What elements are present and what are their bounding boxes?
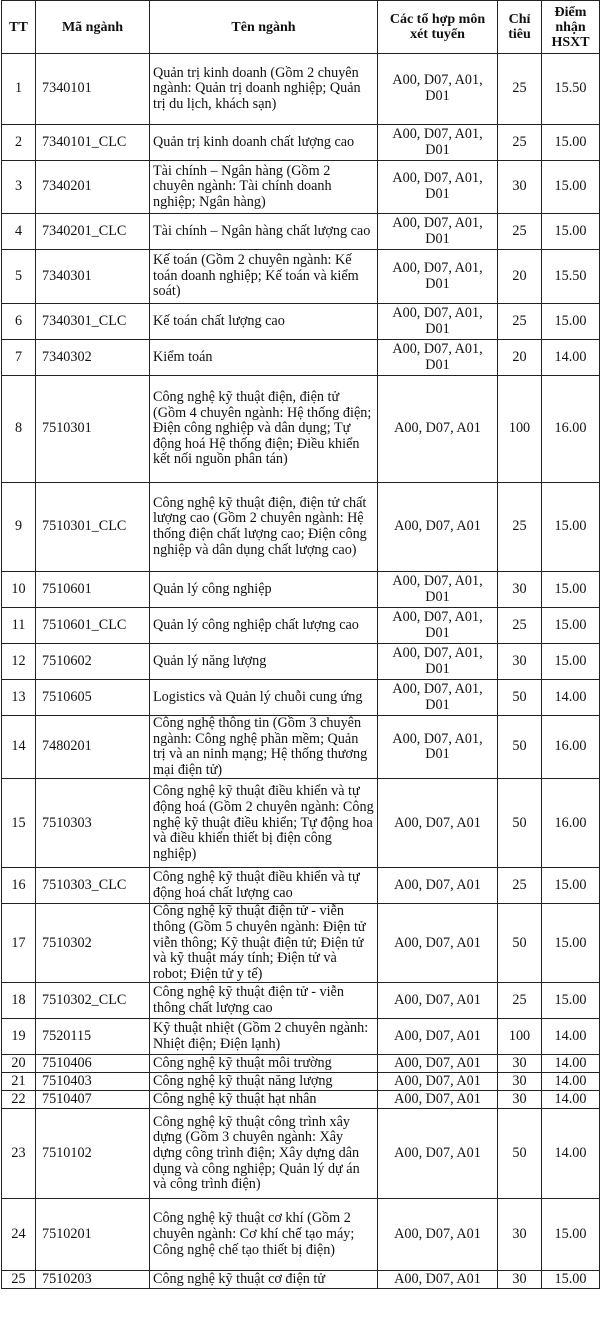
cell-code: 7510602 xyxy=(36,644,150,680)
cell-name: Quản lý công nghiệp xyxy=(150,572,378,608)
cell-tt: 4 xyxy=(2,214,36,250)
cell-quota: 100 xyxy=(498,376,542,483)
cell-name: Công nghệ kỹ thuật công trình xây dựng (Gồm 3 chuyên ngành: Xây dựng công trình điện; Xây dựng dân dụng và công nghiệp; Quản lý dự án và công trình điện) xyxy=(150,1109,378,1199)
cell-name: Công nghệ kỹ thuật điều khiển và tự động hoá chất lượng cao xyxy=(150,868,378,904)
cell-quota: 25 xyxy=(498,868,542,904)
cell-code: 7510201 xyxy=(36,1199,150,1271)
cell-score: 16.00 xyxy=(542,376,600,483)
cell-score: 15.00 xyxy=(542,983,600,1019)
cell-combo: A00, D07, A01, D01 xyxy=(378,716,498,779)
cell-quota: 50 xyxy=(498,779,542,868)
cell-name: Kế toán (Gồm 2 chuyên ngành: Kế toán doanh nghiệp; Kế toán và kiểm soát) xyxy=(150,250,378,304)
cell-name: Logistics và Quản lý chuỗi cung ứng xyxy=(150,680,378,716)
cell-quota: 25 xyxy=(498,214,542,250)
cell-score: 15.50 xyxy=(542,54,600,125)
table-row xyxy=(2,868,600,904)
cell-combo: A00, D07, A01, D01 xyxy=(378,250,498,304)
cell-code: 7510301 xyxy=(36,376,150,483)
cell-combo: A00, D07, A01, D01 xyxy=(378,161,498,214)
cell-tt: 17 xyxy=(2,904,36,983)
cell-combo: A00, D07, A01 xyxy=(378,779,498,868)
header-combo: Các tổ hợp môn xét tuyển xyxy=(378,1,498,54)
cell-tt: 7 xyxy=(2,340,36,376)
cell-combo: A00, D07, A01 xyxy=(378,904,498,983)
table-row xyxy=(2,161,600,214)
cell-score: 14.00 xyxy=(542,1055,600,1073)
cell-score: 15.00 xyxy=(542,125,600,161)
cell-combo: A00, D07, A01 xyxy=(378,483,498,572)
cell-quota: 30 xyxy=(498,1199,542,1271)
table-row xyxy=(2,304,600,340)
cell-name: Công nghệ kỹ thuật hạt nhân xyxy=(150,1091,378,1109)
cell-tt: 9 xyxy=(2,483,36,572)
cell-score: 16.00 xyxy=(542,779,600,868)
cell-score: 15.50 xyxy=(542,250,600,304)
cell-score: 15.00 xyxy=(542,572,600,608)
cell-tt: 21 xyxy=(2,1073,36,1091)
cell-combo: A00, D07, A01, D01 xyxy=(378,125,498,161)
cell-quota: 20 xyxy=(498,250,542,304)
cell-score: 14.00 xyxy=(542,1073,600,1091)
cell-quota: 30 xyxy=(498,1091,542,1109)
cell-code: 7510302_CLC xyxy=(36,983,150,1019)
table-row xyxy=(2,608,600,644)
cell-tt: 6 xyxy=(2,304,36,340)
table-row xyxy=(2,716,600,779)
table-row xyxy=(2,644,600,680)
cell-code: 7510601_CLC xyxy=(36,608,150,644)
cell-quota: 20 xyxy=(498,340,542,376)
table-row xyxy=(2,779,600,868)
table-row xyxy=(2,572,600,608)
cell-tt: 2 xyxy=(2,125,36,161)
table-row xyxy=(2,250,600,304)
cell-tt: 12 xyxy=(2,644,36,680)
cell-quota: 50 xyxy=(498,680,542,716)
cell-combo: A00, D07, A01 xyxy=(378,1091,498,1109)
header-code: Mã ngành xyxy=(36,1,150,54)
cell-score: 14.00 xyxy=(542,680,600,716)
cell-score: 15.00 xyxy=(542,304,600,340)
cell-quota: 25 xyxy=(498,608,542,644)
cell-name: Quản lý công nghiệp chất lượng cao xyxy=(150,608,378,644)
cell-code: 7510302 xyxy=(36,904,150,983)
cell-tt: 24 xyxy=(2,1199,36,1271)
cell-tt: 20 xyxy=(2,1055,36,1073)
cell-name: Kỹ thuật nhiệt (Gồm 2 chuyên ngành: Nhiệt điện; Điện lạnh) xyxy=(150,1019,378,1055)
cell-name: Công nghệ kỹ thuật điện tử - viễn thông (Gồm 5 chuyên ngành: Điện tử viễn thông; Kỹ thuật điện tử; Điện tử và kỹ thuật máy tính; Điện tử và robot; Điện tử y tế) xyxy=(150,904,378,983)
cell-score: 15.00 xyxy=(542,1271,600,1289)
cell-combo: A00, D07, A01 xyxy=(378,1199,498,1271)
cell-combo: A00, D07, A01 xyxy=(378,868,498,904)
cell-quota: 30 xyxy=(498,1271,542,1289)
cell-code: 7480201 xyxy=(36,716,150,779)
cell-tt: 18 xyxy=(2,983,36,1019)
cell-name: Quản trị kinh doanh chất lượng cao xyxy=(150,125,378,161)
cell-combo: A00, D07, A01, D01 xyxy=(378,340,498,376)
cell-name: Công nghệ kỹ thuật năng lượng xyxy=(150,1073,378,1091)
cell-code: 7510102 xyxy=(36,1109,150,1199)
cell-quota: 30 xyxy=(498,572,542,608)
cell-code: 7510605 xyxy=(36,680,150,716)
cell-code: 7510601 xyxy=(36,572,150,608)
table-body xyxy=(2,54,600,1289)
table-row xyxy=(2,125,600,161)
table-row xyxy=(2,1271,600,1289)
cell-quota: 25 xyxy=(498,54,542,125)
cell-quota: 50 xyxy=(498,1109,542,1199)
cell-tt: 1 xyxy=(2,54,36,125)
admission-scores-table xyxy=(1,0,600,1289)
table-row xyxy=(2,1109,600,1199)
cell-score: 15.00 xyxy=(542,161,600,214)
cell-code: 7520115 xyxy=(36,1019,150,1055)
cell-name: Quản trị kinh doanh (Gồm 2 chuyên ngành: Quản trị doanh nghiệp; Quản trị du lịch, khách sạn) xyxy=(150,54,378,125)
cell-quota: 100 xyxy=(498,1019,542,1055)
cell-combo: A00, D07, A01 xyxy=(378,983,498,1019)
table-row xyxy=(2,54,600,125)
table-row xyxy=(2,1055,600,1073)
cell-score: 15.00 xyxy=(542,214,600,250)
cell-tt: 3 xyxy=(2,161,36,214)
cell-name: Công nghệ kỹ thuật điều khiển và tự động hoá (Gồm 2 chuyên ngành: Công nghệ kỹ thuật điều khiển; Tự động hoa và điều khiển thiết bị điện công nghiệp) xyxy=(150,779,378,868)
cell-score: 15.00 xyxy=(542,644,600,680)
cell-name: Công nghệ kỹ thuật điện, điện tử chất lượng cao (Gồm 2 chuyên ngành: Hệ thống điện chất lượng cao; Điện công nghiệp và dân dụng chất lượng cao) xyxy=(150,483,378,572)
cell-quota: 25 xyxy=(498,125,542,161)
cell-combo: A00, D07, A01 xyxy=(378,1271,498,1289)
table-row xyxy=(2,376,600,483)
cell-score: 14.00 xyxy=(542,1109,600,1199)
cell-code: 7340301 xyxy=(36,250,150,304)
cell-quota: 50 xyxy=(498,904,542,983)
cell-code: 7340302 xyxy=(36,340,150,376)
cell-combo: A00, D07, A01 xyxy=(378,1109,498,1199)
cell-combo: A00, D07, A01, D01 xyxy=(378,54,498,125)
cell-name: Kế toán chất lượng cao xyxy=(150,304,378,340)
table-row xyxy=(2,904,600,983)
cell-name: Công nghệ kỹ thuật môi trường xyxy=(150,1055,378,1073)
header-name: Tên ngành xyxy=(150,1,378,54)
cell-tt: 13 xyxy=(2,680,36,716)
table-row xyxy=(2,1019,600,1055)
cell-score: 14.00 xyxy=(542,340,600,376)
cell-quota: 30 xyxy=(498,1073,542,1091)
cell-combo: A00, D07, A01, D01 xyxy=(378,608,498,644)
cell-name: Kiểm toán xyxy=(150,340,378,376)
cell-score: 14.00 xyxy=(542,1091,600,1109)
cell-score: 16.00 xyxy=(542,716,600,779)
cell-tt: 15 xyxy=(2,779,36,868)
cell-combo: A00, D07, A01 xyxy=(378,1055,498,1073)
cell-name: Công nghệ thông tin (Gồm 3 chuyên ngành: Công nghệ phần mềm; Quản trị và an ninh mạng; Hệ thống thương mại điện tử) xyxy=(150,716,378,779)
cell-tt: 10 xyxy=(2,572,36,608)
cell-name: Tài chính – Ngân hàng (Gồm 2 chuyên ngành: Tài chính doanh nghiệp; Ngân hàng) xyxy=(150,161,378,214)
cell-code: 7340101_CLC xyxy=(36,125,150,161)
cell-combo: A00, D07, A01, D01 xyxy=(378,214,498,250)
cell-score: 15.00 xyxy=(542,1199,600,1271)
cell-code: 7340101 xyxy=(36,54,150,125)
cell-name: Công nghệ kỹ thuật điện, điện tử (Gồm 4 chuyên ngành: Hệ thống điện; Điện công nghiệp và dân dụng; Tự động hoá Hệ thống điện; Điều khiển kết nối nguồn phân tán) xyxy=(150,376,378,483)
header-tt: TT xyxy=(2,1,36,54)
cell-code: 7510406 xyxy=(36,1055,150,1073)
cell-tt: 23 xyxy=(2,1109,36,1199)
cell-code: 7510407 xyxy=(36,1091,150,1109)
cell-code: 7340201_CLC xyxy=(36,214,150,250)
table-row xyxy=(2,483,600,572)
header-row xyxy=(2,1,600,54)
cell-combo: A00, D07, A01, D01 xyxy=(378,680,498,716)
cell-quota: 30 xyxy=(498,161,542,214)
table-row xyxy=(2,983,600,1019)
cell-score: 14.00 xyxy=(542,1019,600,1055)
cell-tt: 8 xyxy=(2,376,36,483)
cell-score: 15.00 xyxy=(542,483,600,572)
cell-tt: 22 xyxy=(2,1091,36,1109)
cell-combo: A00, D07, A01, D01 xyxy=(378,572,498,608)
cell-combo: A00, D07, A01 xyxy=(378,1073,498,1091)
table-row xyxy=(2,214,600,250)
cell-name: Công nghệ kỹ thuật cơ điện tử xyxy=(150,1271,378,1289)
cell-code: 7510203 xyxy=(36,1271,150,1289)
cell-tt: 14 xyxy=(2,716,36,779)
cell-quota: 30 xyxy=(498,644,542,680)
cell-quota: 25 xyxy=(498,983,542,1019)
cell-code: 7510403 xyxy=(36,1073,150,1091)
cell-code: 7340201 xyxy=(36,161,150,214)
cell-quota: 30 xyxy=(498,1055,542,1073)
cell-score: 15.00 xyxy=(542,608,600,644)
cell-code: 7340301_CLC xyxy=(36,304,150,340)
cell-code: 7510303_CLC xyxy=(36,868,150,904)
cell-quota: 25 xyxy=(498,483,542,572)
cell-quota: 50 xyxy=(498,716,542,779)
cell-tt: 19 xyxy=(2,1019,36,1055)
table-row xyxy=(2,340,600,376)
cell-tt: 25 xyxy=(2,1271,36,1289)
table-row xyxy=(2,1199,600,1271)
cell-score: 15.00 xyxy=(542,904,600,983)
header-score: Điểm nhận HSXT xyxy=(542,1,600,54)
cell-tt: 5 xyxy=(2,250,36,304)
cell-name: Tài chính – Ngân hàng chất lượng cao xyxy=(150,214,378,250)
cell-code: 7510303 xyxy=(36,779,150,868)
cell-name: Công nghệ kỹ thuật điện tử - viễn thông chất lượng cao xyxy=(150,983,378,1019)
cell-tt: 11 xyxy=(2,608,36,644)
cell-quota: 25 xyxy=(498,304,542,340)
cell-combo: A00, D07, A01 xyxy=(378,376,498,483)
header-quota: Chỉ tiêu xyxy=(498,1,542,54)
cell-score: 15.00 xyxy=(542,868,600,904)
cell-tt: 16 xyxy=(2,868,36,904)
cell-combo: A00, D07, A01, D01 xyxy=(378,304,498,340)
cell-combo: A00, D07, A01 xyxy=(378,1019,498,1055)
cell-name: Công nghệ kỹ thuật cơ khí (Gồm 2 chuyên ngành: Cơ khí chế tạo máy; Công nghệ chế tạo thiết bị điện) xyxy=(150,1199,378,1271)
cell-code: 7510301_CLC xyxy=(36,483,150,572)
cell-combo: A00, D07, A01, D01 xyxy=(378,644,498,680)
table-row xyxy=(2,680,600,716)
cell-name: Quản lý năng lượng xyxy=(150,644,378,680)
table-row xyxy=(2,1073,600,1091)
table-row xyxy=(2,1091,600,1109)
